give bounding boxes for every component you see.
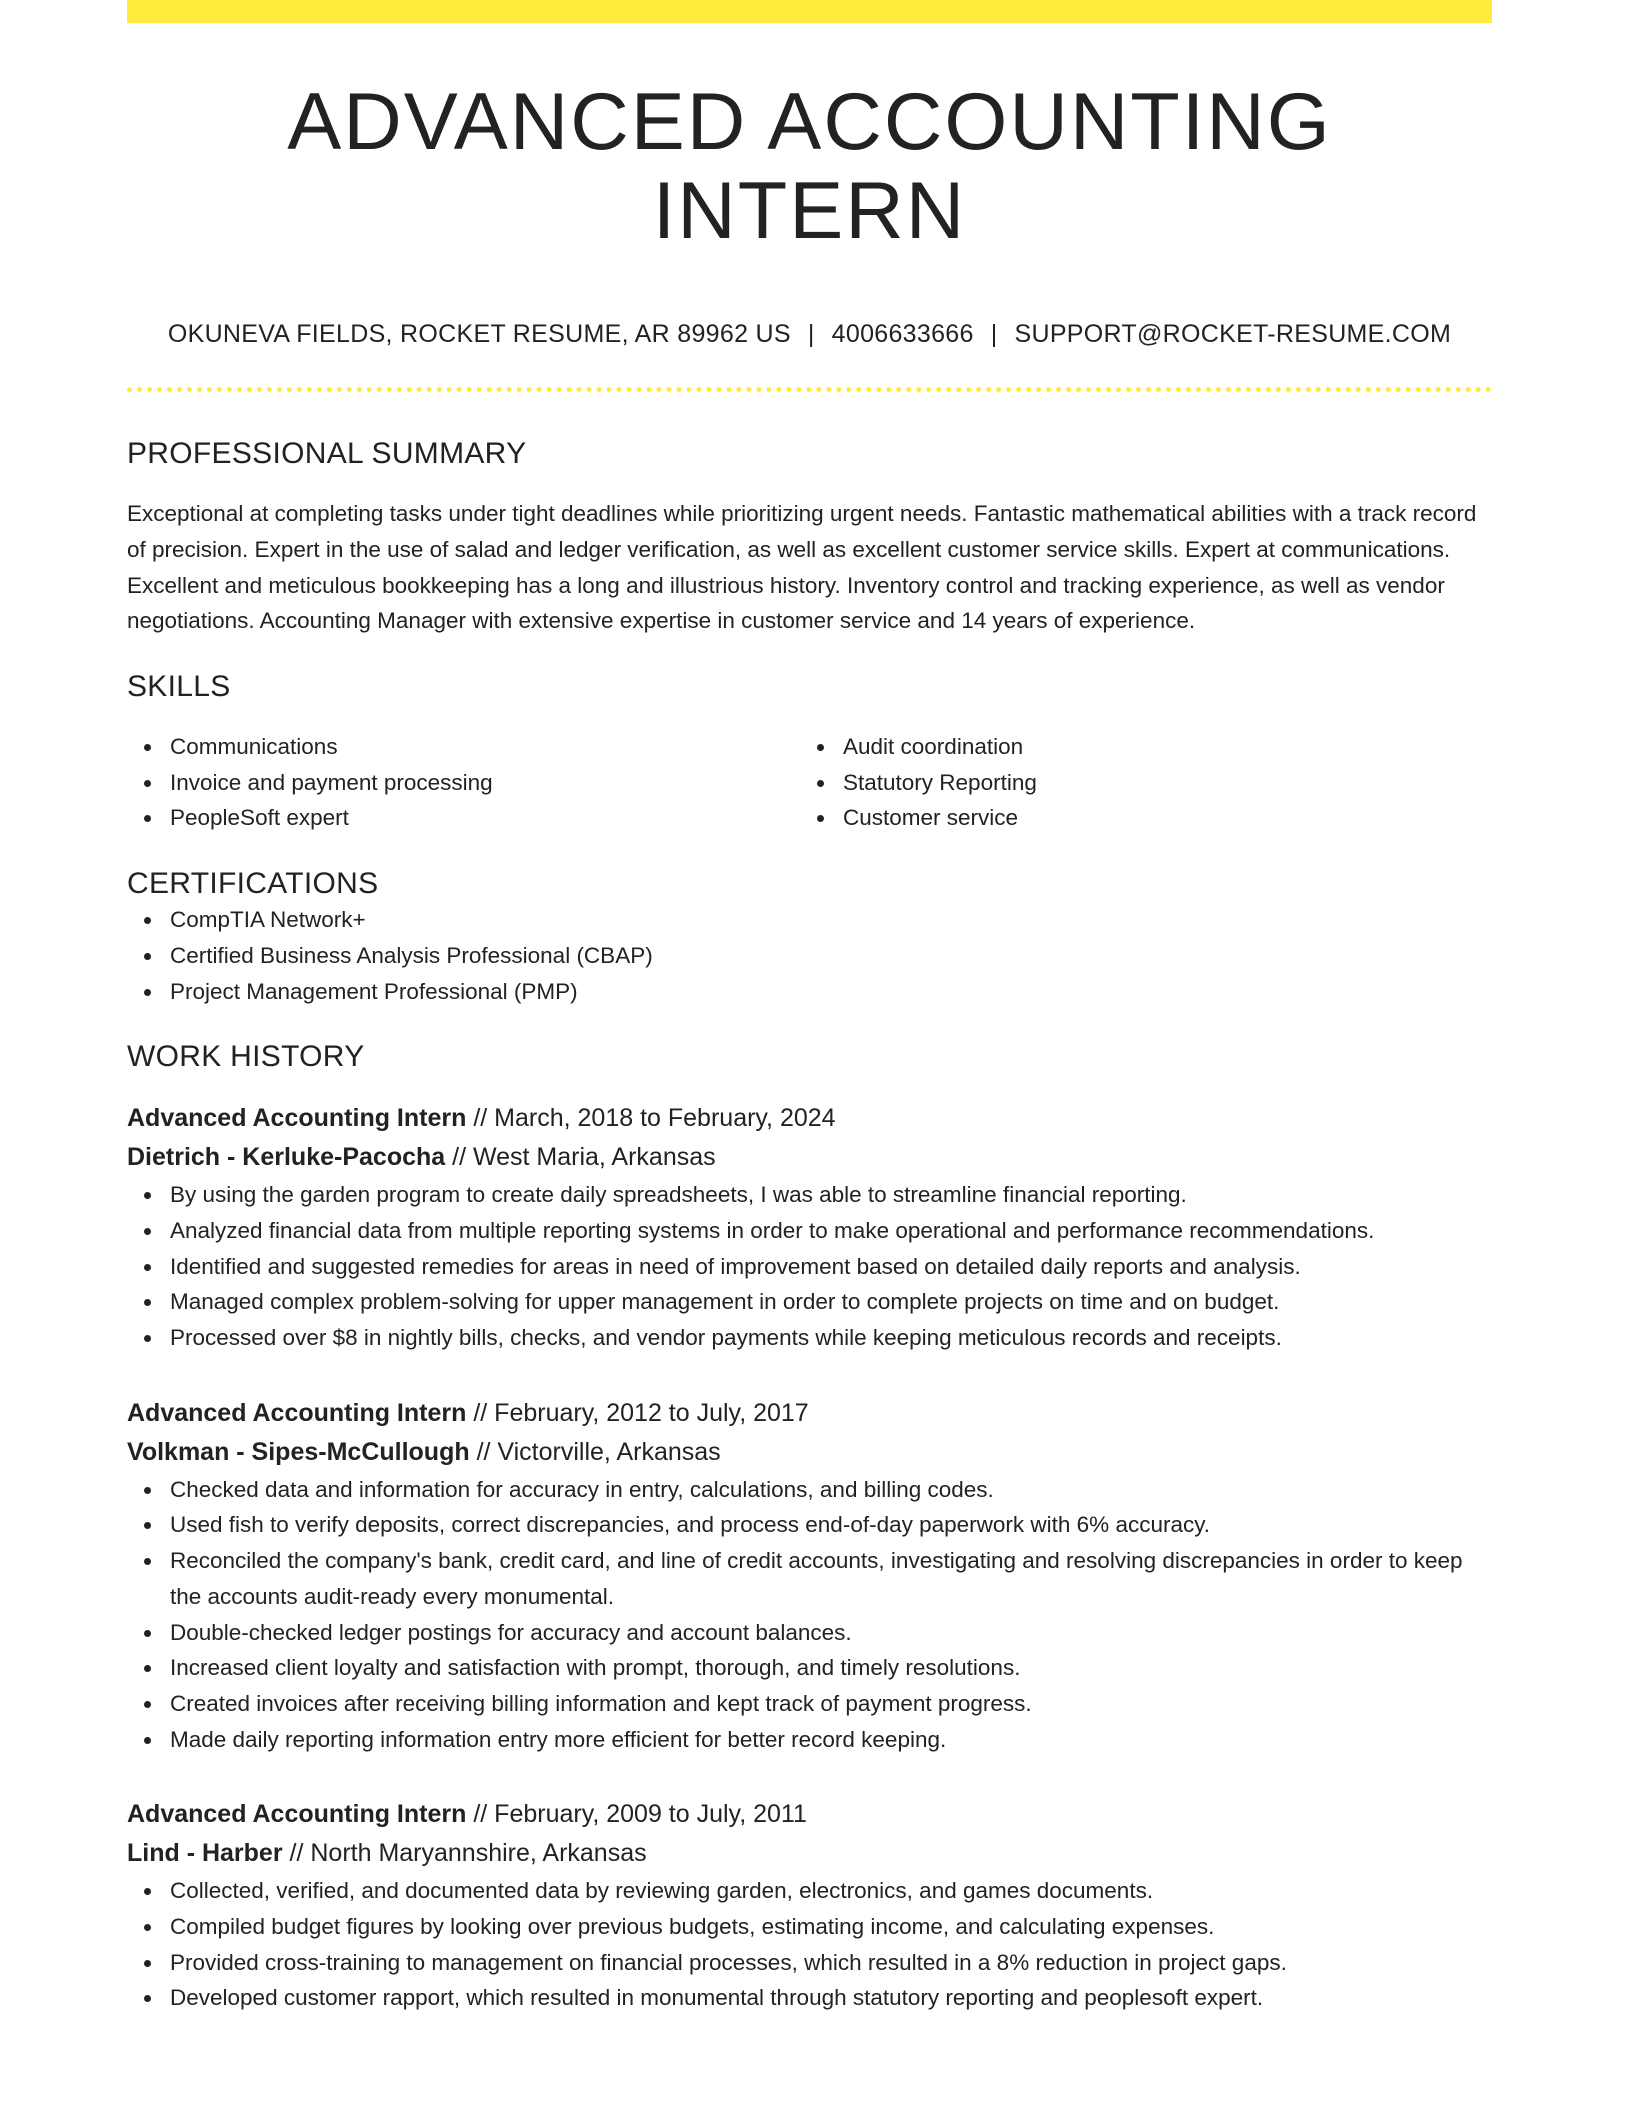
job-duty: Reconciled the company's bank, credit card, and line of credit accounts, investigating and resolving discrepancies in order to keep the accounts audit-ready every monumental. bbox=[127, 1543, 1492, 1614]
summary-text: Exceptional at completing tasks under tight deadlines while prioritizing urgent needs. Fantastic mathematical abilities with a track record of precision. Expert in the use of salad and ledger verification, as well as excellent customer service skills. Expert at communications. Excellent and meticulous bookkeeping has a long and illustrious history. Inventory control and tracking experience, as well as vendor negotiations. Accounting Manager with extensive expertise in customer service and 14 years of experience. bbox=[127, 501, 1477, 634]
contact-line bbox=[127, 319, 1492, 349]
job-company-line bbox=[127, 1433, 1492, 1472]
job-location: // Victorville, Arkansas bbox=[469, 1437, 721, 1466]
skill-item: PeopleSoft expert bbox=[127, 800, 800, 836]
job-duty: Created invoices after receiving billing information and kept track of payment progress. bbox=[127, 1686, 1492, 1722]
job-role-line bbox=[127, 1099, 1492, 1138]
job-role: Advanced Accounting Intern bbox=[127, 1800, 467, 1829]
skills-heading: SKILLS bbox=[127, 670, 231, 703]
job-entry bbox=[127, 1795, 1492, 2016]
job-duty: Made daily reporting information entry more efficient for better record keeping. bbox=[127, 1722, 1492, 1758]
contact-separator: | bbox=[807, 320, 815, 349]
skills-grid bbox=[127, 729, 1492, 836]
job-duties-list bbox=[127, 1873, 1492, 2016]
summary-heading: PROFESSIONAL SUMMARY bbox=[127, 437, 527, 471]
job-entry bbox=[127, 1099, 1492, 1356]
contact-separator: | bbox=[990, 320, 998, 349]
job-duty: Developed customer rapport, which resulted in monumental through statutory reporting and peoplesoft expert. bbox=[127, 1980, 1492, 2016]
job-company-line bbox=[127, 1834, 1492, 1873]
job-role: Advanced Accounting Intern bbox=[127, 1104, 467, 1133]
certifications-heading: CERTIFICATIONS bbox=[127, 867, 379, 901]
job-company: Lind - Harber bbox=[127, 1839, 283, 1868]
job-role-line bbox=[127, 1394, 1492, 1433]
contact-address: OKUNEVA FIELDS, ROCKET RESUME, AR 89962 US bbox=[167, 320, 791, 349]
job-dates: // February, 2012 to July, 2017 bbox=[466, 1398, 809, 1427]
job-duty: Identified and suggested remedies for areas in need of improvement based on detailed daily reports and analysis. bbox=[127, 1249, 1492, 1285]
job-location: // West Maria, Arkansas bbox=[445, 1143, 716, 1172]
skill-item: Invoice and payment processing bbox=[127, 765, 800, 801]
skill-item: Communications bbox=[127, 729, 800, 765]
skill-item: Customer service bbox=[800, 800, 1473, 836]
skill-item: Audit coordination bbox=[800, 729, 1473, 765]
resume-content bbox=[127, 0, 1492, 2016]
job-duty: Used fish to verify deposits, correct discrepancies, and process end-of-day paperwork with 6% accuracy. bbox=[127, 1507, 1492, 1543]
job-duty: Processed over $8 in nightly bills, checks, and vendor payments while keeping meticulous records and receipts. bbox=[127, 1320, 1492, 1356]
job-duty: Collected, verified, and documented data by reviewing garden, electronics, and games documents. bbox=[127, 1873, 1492, 1909]
job-duty: Provided cross-training to management on financial processes, which resulted in a 8% reduction in project gaps. bbox=[127, 1945, 1492, 1981]
certification-item: Project Management Professional (PMP) bbox=[127, 974, 1492, 1010]
job-company: Dietrich - Kerluke-Pacocha bbox=[127, 1143, 446, 1172]
skill-item: Statutory Reporting bbox=[800, 765, 1473, 801]
certification-item: Certified Business Analysis Professional (CBAP) bbox=[127, 938, 1492, 974]
job-company: Volkman - Sipes-McCullough bbox=[127, 1437, 470, 1466]
certifications-list bbox=[127, 902, 1492, 1009]
job-dates: // February, 2009 to July, 2011 bbox=[466, 1800, 807, 1829]
contact-phone: 4006633666 bbox=[831, 320, 974, 349]
job-role-line bbox=[127, 1795, 1492, 1834]
skills-list-right bbox=[800, 729, 1473, 836]
job-company-line bbox=[127, 1138, 1492, 1177]
job-duty: By using the garden program to create daily spreadsheets, I was able to streamline financial reporting. bbox=[127, 1177, 1492, 1213]
work-history-heading: WORK HISTORY bbox=[127, 1040, 365, 1074]
job-location: // North Maryannshire, Arkansas bbox=[282, 1839, 647, 1868]
job-duties-list bbox=[127, 1177, 1492, 1356]
job-duty: Double-checked ledger postings for accuracy and account balances. bbox=[127, 1615, 1492, 1651]
job-duties-list bbox=[127, 1472, 1492, 1758]
skills-list-left bbox=[127, 729, 800, 836]
job-duty: Analyzed financial data from multiple reporting systems in order to make operational and performance recommendations. bbox=[127, 1213, 1492, 1249]
certification-item: CompTIA Network+ bbox=[127, 902, 1492, 938]
job-dates: // March, 2018 to February, 2024 bbox=[466, 1104, 836, 1133]
contact-email: SUPPORT@ROCKET-RESUME.COM bbox=[1014, 320, 1452, 349]
job-role: Advanced Accounting Intern bbox=[127, 1398, 467, 1427]
job-duty: Increased client loyalty and satisfaction with prompt, thorough, and timely resolutions. bbox=[127, 1650, 1492, 1686]
job-duty: Compiled budget figures by looking over previous budgets, estimating income, and calculating expenses. bbox=[127, 1909, 1492, 1945]
job-duty: Checked data and information for accuracy in entry, calculations, and billing codes. bbox=[127, 1472, 1492, 1508]
job-entry bbox=[127, 1394, 1492, 1758]
dotted-divider bbox=[127, 387, 1492, 392]
job-duty: Managed complex problem-solving for upper management in order to complete projects on time and on budget. bbox=[127, 1284, 1492, 1320]
resume-name: ADVANCED ACCOUNTING INTERN bbox=[287, 77, 1332, 257]
